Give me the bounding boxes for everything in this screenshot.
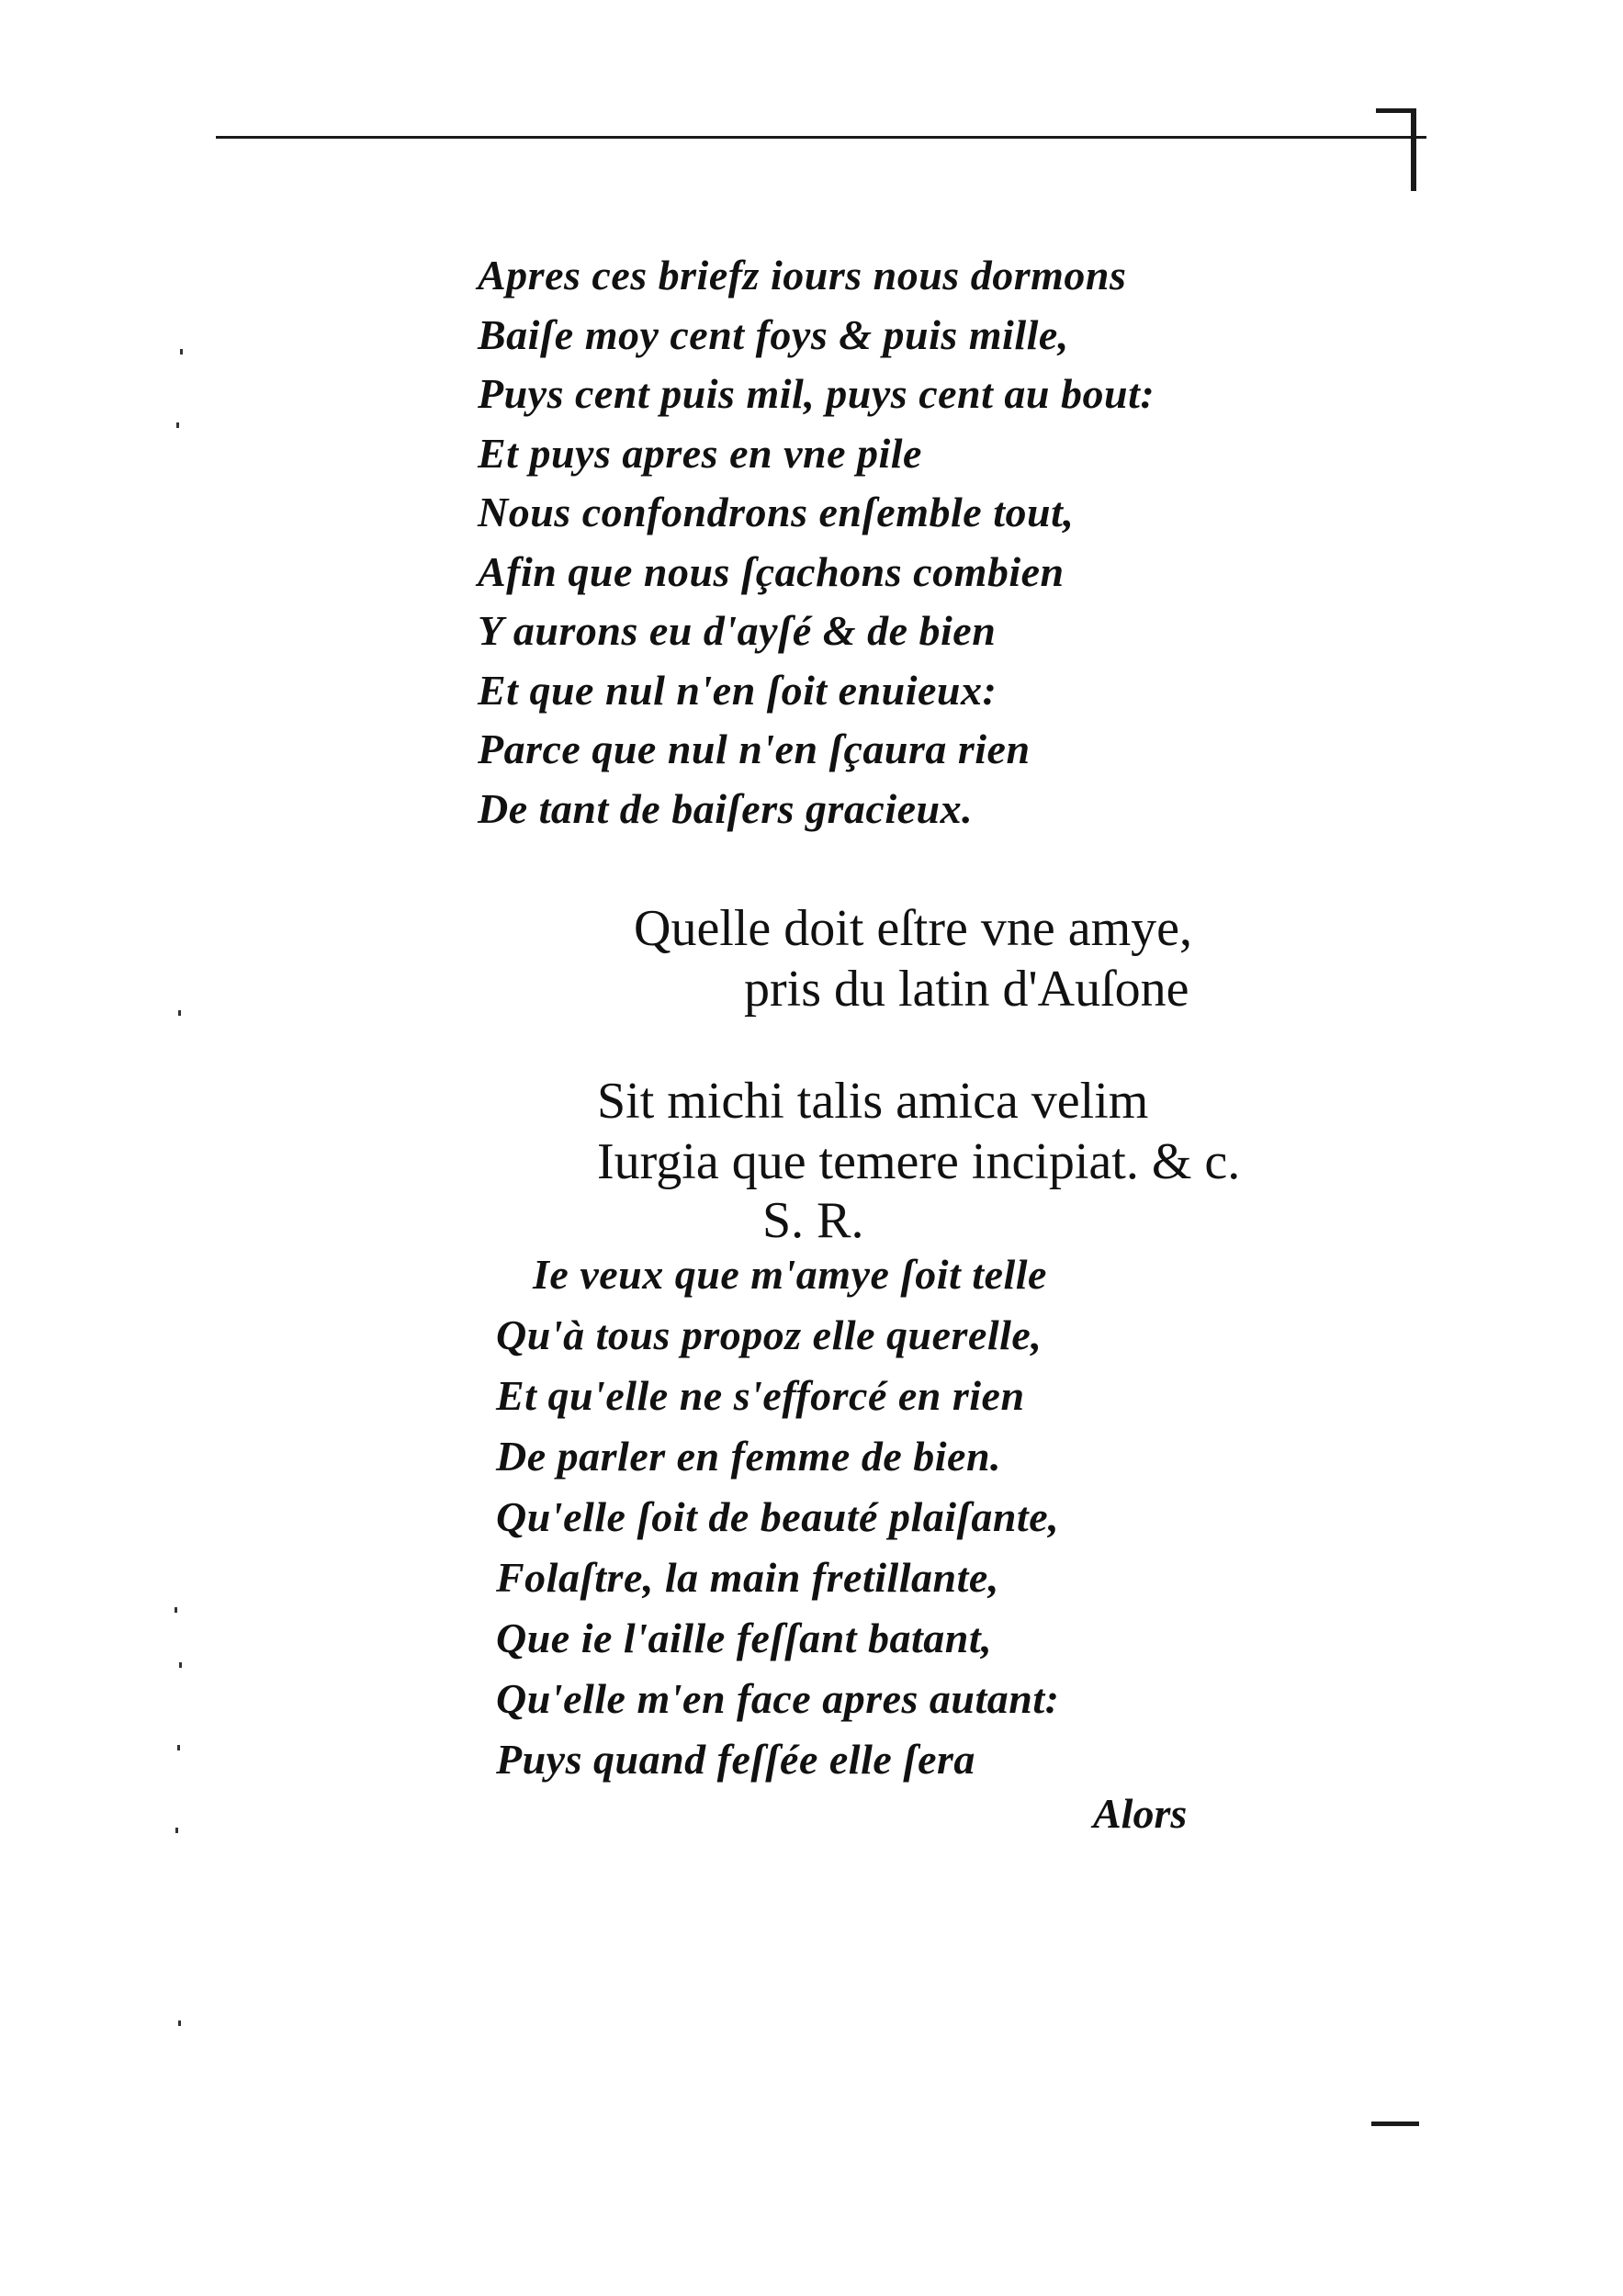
- poem-line: Puys cent puis mil, puys cent au bout:: [478, 370, 1155, 417]
- poem-line: De parler en femme de bien.: [496, 1433, 1002, 1480]
- frame-edge-mark: [1411, 108, 1416, 191]
- poem-line: Et qu'elle ne s'efforcé en rien: [496, 1372, 1025, 1419]
- bottom-rule-mark: [1371, 2122, 1419, 2126]
- heading-line: pris du latin d'Auſone: [744, 961, 1189, 1018]
- poem-line: Qu'elle m'en face apres autant:: [496, 1675, 1060, 1722]
- poem-line: Folaſtre, la main fretillante,: [496, 1554, 999, 1601]
- poem-line: Y aurons eu d'ayſé & de bien: [478, 607, 997, 654]
- poem-two: [496, 1244, 1059, 1790]
- poem-heading: [634, 898, 1192, 1019]
- heading-line: Quelle doit eſtre vne amye,: [634, 900, 1192, 957]
- poem-line: De tant de baiſers gracieux.: [478, 784, 974, 832]
- poem-line: Afin que nous ſçachons combien: [478, 547, 1065, 595]
- top-rule: [216, 136, 1426, 139]
- poem-one: [478, 246, 1155, 838]
- signature-initials: S. R.: [762, 1192, 864, 1249]
- poem-line: Nous confondrons enſemble tout,: [478, 489, 1075, 535]
- poem-line: Et que nul n'en ſoit enuieux:: [478, 666, 997, 714]
- latin-quote: [597, 1071, 1240, 1192]
- poem-line: Parce que nul n'en ſçaura rien: [478, 726, 1031, 772]
- poem-line: Baiſe moy cent foys & puis mille,: [478, 310, 1069, 358]
- latin-line: Sit michi talis amica velim: [597, 1073, 1149, 1130]
- poem-line: Ie veux que m'amye ſoit telle: [533, 1251, 1047, 1298]
- catchword: Alors: [1093, 1790, 1188, 1837]
- poem-line: Et puys apres en vne pile: [478, 429, 922, 477]
- poem-line: Puys quand feſſée elle ſera: [496, 1736, 975, 1783]
- poem-line: Apres ces briefz iours nous dormons: [478, 252, 1127, 298]
- latin-line: Iurgia que temere incipiat. & c.: [597, 1133, 1241, 1190]
- poem-line: Qu'à tous propoz elle querelle,: [496, 1311, 1043, 1358]
- poem-line: Qu'elle ſoit de beauté plaiſante,: [496, 1493, 1060, 1540]
- margin-specks: [175, 349, 193, 2094]
- poem-line: Que ie l'aille feſſant batant,: [496, 1615, 993, 1661]
